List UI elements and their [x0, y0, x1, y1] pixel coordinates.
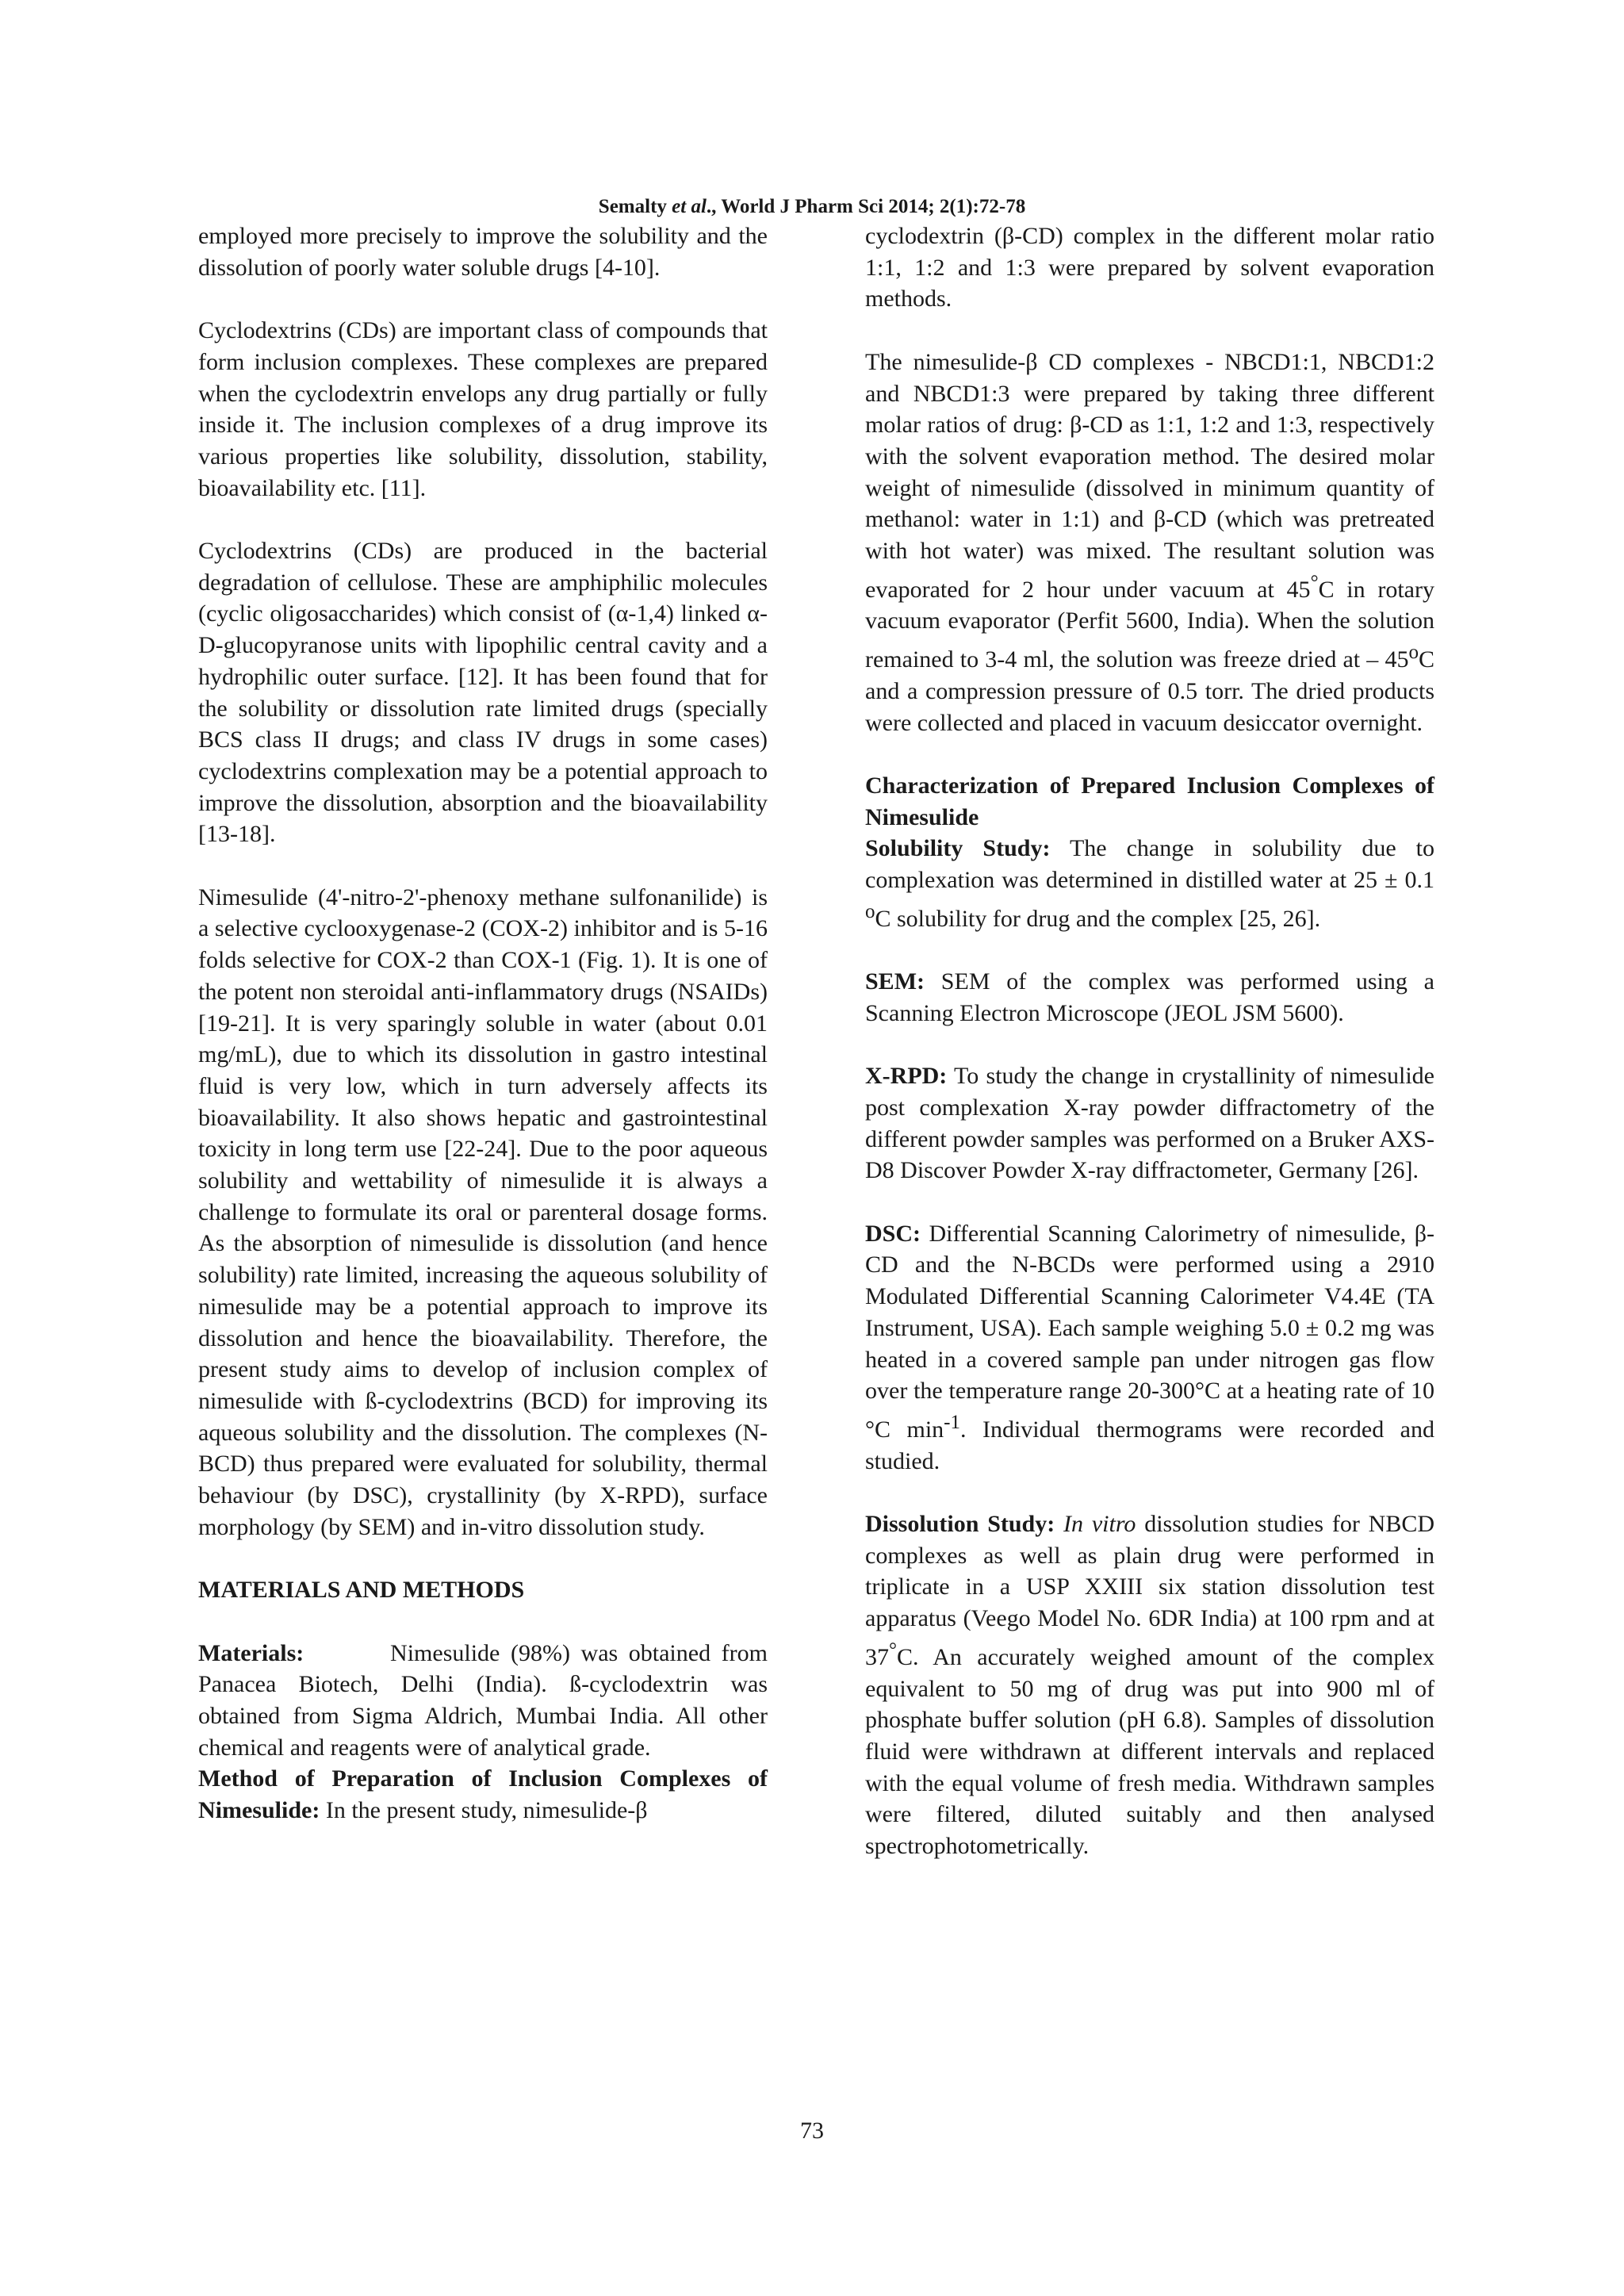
paragraph: SEM: SEM of the complex was performed using a Scanning Electron Microscope (JEOL JSM 5600). — [865, 968, 1434, 1026]
page-number: 73 — [800, 2118, 824, 2144]
paragraph: cyclodextrin (β-CD) complex in the different molar ratio 1:1, 1:2 and 1:3 were prepared by solvent evaporation methods. — [865, 223, 1434, 312]
section-heading: MATERIALS AND METHODS — [198, 1577, 525, 1604]
paragraph: Materials: Nimesulide (98%) was obtained from Panacea Biotech, Delhi (India). ß-cyclodextrin was obtained from Sigma Aldrich, Mumbai India. All other chemical and reagents were of analytical grade. — [198, 1639, 774, 1761]
left-column — [198, 220, 774, 1826]
paragraph: Method of Preparation of Inclusion Complexes of Nimesulide: In the present study, nimesulide-β — [198, 1765, 768, 1824]
paragraph: Cyclodextrins (CDs) are important class of compounds that form inclusion complexes. These complexes are prepared when the cyclodextrin envelops any drug partially or fully inside it. The inclusion complexes of a drug improve its various properties like solubility, dissolution, stability, bioavailability etc. [11]. — [198, 317, 768, 501]
paragraph: X-RPD: To study the change in crystallinity of nimesulide post complexation X-ray powder diffractometry of the different powder samples was performed on a Bruker AXS-D8 Discover Powder X-ray diffractometer, Germany [26]. — [865, 1063, 1434, 1184]
paragraph: Cyclodextrins (CDs) are produced in the bacterial degradation of cellulose. These are amphiphilic molecules (cyclic oligosaccharides) which consist of (α-1,4) linked α-D-glucopyranose units with lipophilic central cavity and a hydrophilic outer surface. [12]. It has been found that for the solubility or dissolution rate limited drugs (specially BCS class II drugs; and class IV drugs in some cases) cyclodextrins complexation may be a potential approach to improve the dissolution, absorption and the bioavailability [13-18]. — [198, 538, 768, 848]
running-header: Semalty et al., World J Pharm Sci 2014; 2(1):72-78 — [598, 196, 1026, 217]
subsection-heading: Characterization of Prepared Inclusion Complexes of Nimesulide — [865, 772, 1434, 830]
paragraph: Nimesulide (4'-nitro-2'-phenoxy methane sulfonanilide) is a selective cyclooxygenase-2 (COX-2) inhibitor and is 5-16 folds selective for COX-2 than COX-1 (Fig. 1). It is one of the potent non steroidal anti-inflammatory drugs (NSAIDs) [19-21]. It is very sparingly soluble in water (about 0.01 mg/mL), due to which its dissolution in gastro intestinal fluid is very low, which in turn adversely affects its bioavailability. It also shows hepatic and gastrointestinal toxicity in long term use [22-24]. Due to the poor aqueous solubility and wettability of nimesulide it is always a challenge to formulate its oral or parenteral dosage forms. As the absorption of nimesulide is dissolution (and hence solubility) rate limited, increasing the aqueous solubility of nimesulide may be a potential approach to improve its dissolution and hence the bioavailability. Therefore, the present study aims to develop of inclusion complex of nimesulide with ß-cyclodextrins (BCD) for improving its aqueous solubility and the dissolution. The complexes (N-BCD) thus prepared were evaluated for solubility, thermal behaviour (by DSC), crystallinity (by X-RPD), surface morphology (by SEM) and in-vitro dissolution study. — [198, 884, 768, 1540]
right-column — [865, 220, 1434, 1862]
paragraph: Solubility Study: The change in solubility due to complexation was determined in distilled water at 25 ± 0.1 $^o$C solubility for drug and the complex [25, 26]. — [865, 835, 1434, 932]
paragraph: The nimesulide-β CD complexes - NBCD1:1, NBCD1:2 and NBCD1:3 were prepared by taking three different molar ratios of drug: β-CD as 1:1, 1:2 and 1:3, respectively with the solvent evaporation method. The desired molar weight of nimesulide (dissolved in minimum quantity of methanol: water in 1:1) and β-CD (which was pretreated with hot water) was mixed. The resultant solution was evaporated for 2 hour under vacuum at 45°C in rotary vacuum evaporator (Perfit 5600, India). When the solution remained to 3-4 ml, the solution was freeze dried at – 45$^o$C and a compression pressure of 0.5 torr. The dried products were collected and placed in vacuum desiccator overnight. — [865, 348, 1434, 736]
paragraph: Dissolution Study: In vitro dissolution studies for NBCD complexes as well as plain drug were performed in triplicate in a USP XXIII six station dissolution test apparatus (Veego Model No. 6DR India) at 100 rpm and at 37°C. An accurately weighed amount of the complex equivalent to 50 mg of drug was put into 900 ml of phosphate buffer solution (pH 6.8). Samples of dissolution fluid were withdrawn at different intervals and replaced with the equal volume of fresh media. Withdrawn samples were filtered, diluted suitably and then analysed spectrophotometrically. — [865, 1511, 1435, 1860]
paragraph: DSC: Differential Scanning Calorimetry of nimesulide, β-CD and the N-BCDs were performed using a 2910 Modulated Differential Scanning Calorimeter V4.4E (TA Instrument, USA). Each sample weighing 5.0 ± 0.2 mg was heated in a covered sample pan under nitrogen gas flow over the temperature range 20-300°C at a heating rate of 10 °C $\min^{-1}$. Individual thermograms were recorded and studied. — [865, 1220, 1434, 1474]
paragraph: employed more precisely to improve the solubility and the dissolution of poorly water soluble drugs [4-10]. — [198, 223, 768, 281]
